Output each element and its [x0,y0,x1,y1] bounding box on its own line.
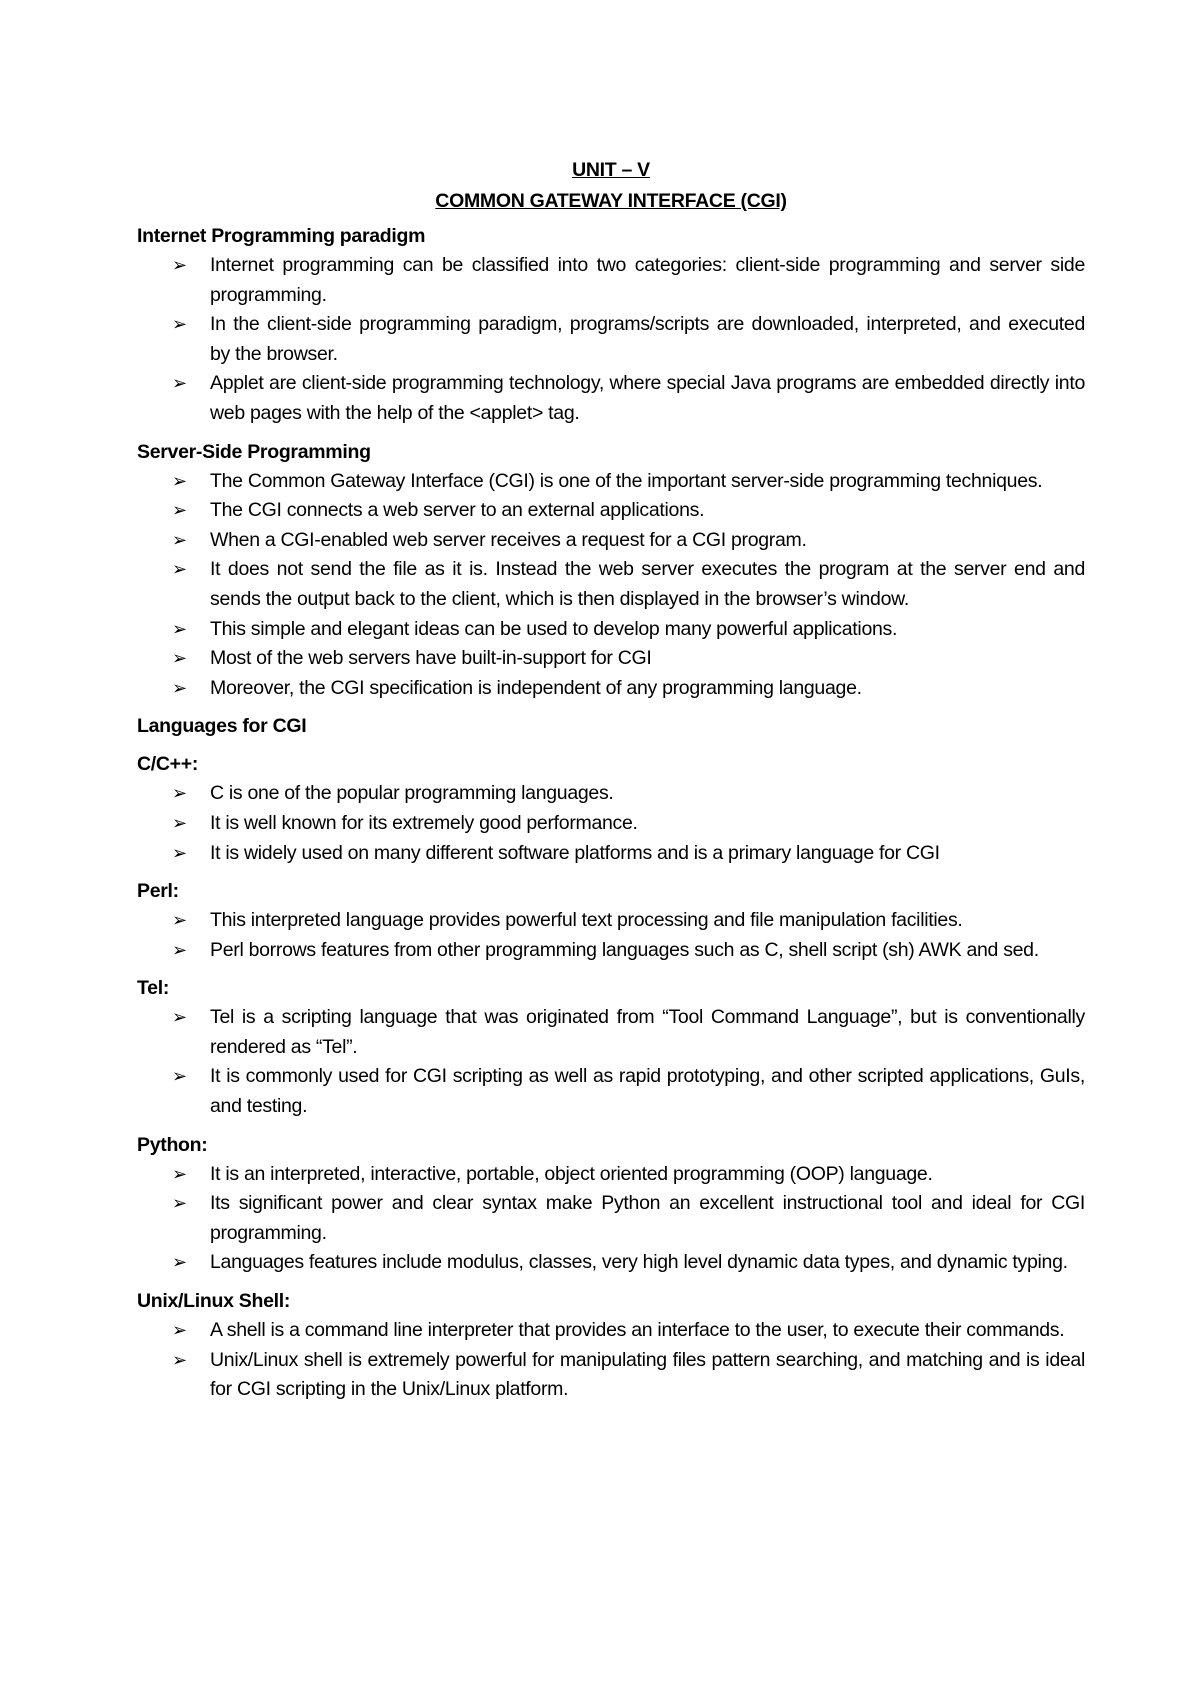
arrowhead-bullet-icon: ➢ [172,1007,187,1028]
arrowhead-bullet-icon: ➢ [172,1349,187,1370]
bullet-list [137,1316,1085,1405]
arrowhead-bullet-icon: ➢ [172,910,187,931]
list-item [172,809,1085,839]
list-item-text: C is one of the popular programming languages. [210,782,614,805]
list-item-text: It is widely used on many different software platforms and is a primary language for CGI [210,841,940,864]
section-heading: Tel: [137,977,170,1000]
list-item-text: Internet programming can be classified into two categories: client-side programming and server side programming. [210,254,1085,306]
section-heading: Perl: [137,880,179,903]
list-item [172,1248,1085,1278]
document-page [137,155,1085,1405]
arrowhead-bullet-icon: ➢ [172,939,187,960]
list-item [172,936,1085,966]
list-item-text: Unix/Linux shell is extremely powerful for manipulating files pattern searching, and matching and is ideal for CGI scripting in the Unix/Linux platform. [210,1348,1085,1401]
list-item-text: This simple and elegant ideas can be used to develop many powerful applications. [210,617,898,640]
list-item [172,615,1085,645]
list-item-text: The Common Gateway Interface (CGI) is one of the important server-side programming techniques. [210,469,1043,492]
arrowhead-bullet-icon: ➢ [172,314,187,335]
bullet-list [137,1003,1085,1121]
arrowhead-bullet-icon: ➢ [172,1163,187,1184]
list-item [172,496,1085,526]
arrowhead-bullet-icon: ➢ [172,677,187,698]
document-title: COMMON GATEWAY INTERFACE (CGI) [435,190,787,212]
bullet-list [137,1160,1085,1278]
arrowhead-bullet-icon: ➢ [172,529,187,550]
list-item [172,1062,1085,1121]
list-item [172,779,1085,809]
list-item [172,369,1085,428]
bullet-list [137,251,1085,429]
list-item-text: Most of the web servers have built-in-support for CGI [210,647,652,670]
list-item-text: When a CGI-enabled web server receives a request for a CGI program. [210,528,807,551]
list-item [172,674,1085,704]
list-item-text: Languages features include modulus, classes, very high level dynamic data types, and dynamic typing. [210,1251,1068,1274]
list-item-text: A shell is a command line interpreter that provides an interface to the user, to execute their commands. [210,1319,1065,1342]
arrowhead-bullet-icon: ➢ [172,1066,187,1087]
list-item [172,310,1085,369]
arrowhead-bullet-icon: ➢ [172,1320,187,1341]
arrowhead-bullet-icon: ➢ [172,559,187,580]
list-item-text: Moreover, the CGI specification is independent of any programming language. [210,676,862,699]
section-heading: Python: [137,1133,208,1156]
section-heading: Unix/Linux Shell: [137,1290,291,1313]
list-item-text: It is an interpreted, interactive, portable, object oriented programming (OOP) language. [210,1162,933,1185]
arrowhead-bullet-icon: ➢ [172,255,187,275]
list-item [172,1189,1085,1248]
list-item [172,1160,1085,1190]
list-item [172,1346,1085,1405]
arrowhead-bullet-icon: ➢ [172,618,187,639]
list-item-text: Its significant power and clear syntax make Python an excellent instructional tool and ideal for CGI programming. [210,1192,1085,1244]
list-item [172,555,1085,614]
unit-title: UNIT – V [572,159,650,181]
arrowhead-bullet-icon: ➢ [172,783,187,804]
section-heading: C/C++: [137,753,199,776]
bullet-list [137,467,1085,704]
list-item-text: The CGI connects a web server to an external applications. [210,499,705,522]
list-item-text: It does not send the file as it is. Instead the web server executes the program at the server end and sends the output back to the client, which is then displayed in the browser’s window. [210,558,1085,610]
list-item [172,1003,1085,1062]
arrowhead-bullet-icon: ➢ [172,1193,187,1214]
bullet-list [137,906,1085,965]
list-item [172,1316,1085,1346]
list-item [172,251,1085,310]
list-item-text: It is well known for its extremely good performance. [210,811,638,834]
document-body [137,221,1085,1405]
list-item-text: Applet are client-side programming technology, where special Java programs are embedded directly into web pages with the help of the <applet> tag. [210,372,1085,424]
list-item [172,906,1085,936]
list-item-text: In the client-side programming paradigm, programs/scripts are downloaded, interpreted, and executed by the browser. [210,313,1085,365]
list-item [172,839,1085,869]
list-item-text: It is commonly used for CGI scripting as well as rapid prototyping, and other scripted applications, GuIs, and testing. [210,1065,1085,1118]
arrowhead-bullet-icon: ➢ [172,648,187,669]
arrowhead-bullet-icon: ➢ [172,842,187,863]
arrowhead-bullet-icon: ➢ [172,470,187,491]
list-item [172,467,1085,497]
section-heading: Server-Side Programming [137,440,371,463]
list-item [172,644,1085,674]
list-item-text: Tel is a scripting language that was originated from “Tool Command Language”, but is conventionally rendered as “Tel”. [210,1006,1085,1058]
list-item [172,526,1085,556]
bullet-list [137,779,1085,868]
arrowhead-bullet-icon: ➢ [172,1252,187,1273]
arrowhead-bullet-icon: ➢ [172,812,187,833]
section-heading: Languages for CGI [137,715,307,738]
list-item-text: Perl borrows features from other programming languages such as C, shell script (sh) AWK and sed. [210,938,1039,961]
list-item-text: This interpreted language provides powerful text processing and file manipulation facilities. [210,909,963,932]
section-heading: Internet Programming paradigm [137,225,426,247]
arrowhead-bullet-icon: ➢ [172,500,187,521]
arrowhead-bullet-icon: ➢ [172,373,187,394]
